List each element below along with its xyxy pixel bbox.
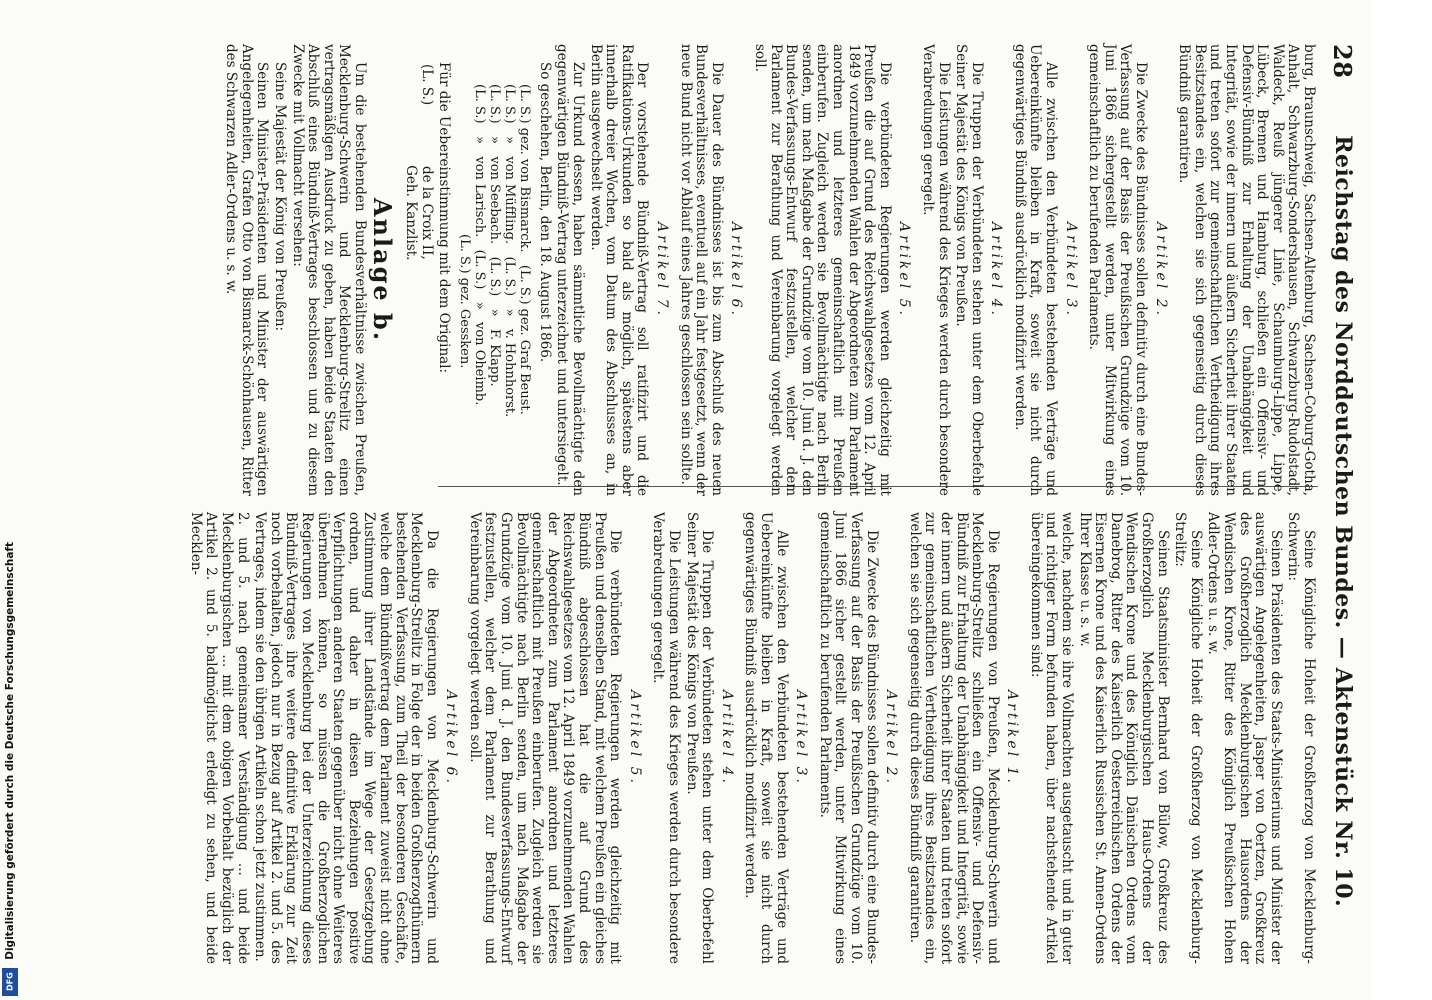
paragraph: Alle zwischen den Verbündeten bestehenden Verträge und Uebereinkünfte bleiben in Kraft, soweit sie nicht durch gegenwärtiges Bündniß ausdrücklich modifizirt werden. [742,512,790,964]
paragraph: burg, Braunschweig, Sachsen-Altenburg, Sachsen-Coburg-Gotha, Anhalt, Schwarzburg-Sondershausen, Schwarzburg-Rudolstadt, Waldeck, Reuß jüngerer Linie, Schaumburg-Lippe, Lippe, Lübeck, Bremen und Hamburg, schließen ein Offensiv- und Defensiv-Bündniß zur Erhaltung der Unabhängigkeit und Integrität, sowie der innern und äußern Sicherheit ihrer Staaten und treten sofort zur gemeinschaftlichen Vertheidigung ihres Besitzstandes ein, welchen sie sich gegenseitig durch dieses Bündniß garantiren. [1176,44,1317,496]
article-heading: Artikel 1. [1004,690,1021,786]
attestation-block [403,44,434,496]
paragraph: Die verbündeten Regierungen werden gleichzeitig mit Preußen und denselben Stand, mit welchem Preußen ein gleiches Bündniß abgeschlossen hat die auf Grund des Reichswahlgesetzes vom 12. April 1849 vorzunehmenden Wahlen der Abgeordneten zum Parlament anordnen und letzteres gemeinschaftlich mit Preußen einberufen. Zugleich werden sie Bevollmächtigte nach Berlin senden, um nach Maßgabe der Grundzüge vom 10. Juni d. J. den Bundesverfassungs-Entwurf festzustellen, welcher dem Parlament zur Berathung und Vereinbarung vorgelegt werden soll. [466,512,624,964]
signature-line: (L. S.) gez. Gessken. [457,234,473,369]
seal-mark: (L. S.) [418,64,435,106]
signature-line: (L. S.) » von Seebach. (L. S.) » F. Klapp. [487,84,503,387]
paragraph: Seinen Staatsminister Bernhard von Bülow, Großkreuz des Großherzoglich Mecklenburgischen Haus-Ordens der Wendischen Krone und des Königlich Dänischen Ordens vom Danebrog, Ritter des Kaiserlich Oesterreichischen Ordens der Eisernen Krone und des Kaiserlich Russischen St. Annen-Ordens Ihrer Klasse u. s. w. [1076,512,1171,964]
paragraph: Die Truppen der Verbündeten stehen unter dem Oberbefehle Seiner Majestät des Königs von Preußen. [953,44,985,496]
paragraph: welche, nachdem sie ihre Vollmachten ausgetauscht und in guter und richtiger Form befunden haben, über nachstehende Artikel übereingekommen sind: [1027,512,1076,964]
signature-line: (L. S.) gez. von Bismarck. (L. S.) gez. Graf Beust. [517,84,533,415]
article-heading: Artikel 5. [626,690,643,786]
left-column [223,44,1317,496]
article-heading: Artikel 2. [1152,222,1169,318]
paragraph: Seine Königliche Hoheit der Großherzog von Mecklenburg-Schwerin: [1285,512,1317,964]
signature-line: (L. S.) » von Müffling. (L. S.) » v. Hohnhorst. [502,84,518,418]
paragraph: Der vorstehende Bündniß-Vertrag soll ratifizirt und die Ratifikations-Urkunden so bald als möglich, spätestens aber innerhalb dreier Wochen, vom Datum des Abschlusses an, in Berlin ausgewechselt werden. [587,44,651,496]
page-title: Reichstag des Norddeutschen Bundes. — Aktenstück Nr. 10. [1330,135,1356,908]
paragraph: Die Dauer des Bündnisses ist bis zum Abschluß des neuen Bundesverhältnisses, eventuell auf ein Jahr festgesetzt, wenn der neue Bund nicht vor Ablauf eines Jahres geschlossen sein sollte. [677,44,725,496]
article-heading: Artikel 3. [1062,222,1079,318]
paragraph: Die Zwecke des Bündnisses sollen definitiv durch eine Bundes-Verfassung auf der Basis der Preußischen Grundzüge vom 10. Juni 1866 sicher gestellt werden, unter Mitwirkung eines gemeinschaftlich zu berufenden Parlaments. [816,512,880,964]
article-heading: Artikel 7. [654,222,671,318]
article-heading: Artikel 4. [988,222,1005,318]
signature-block [457,84,532,496]
paragraph: Die Leistungen während des Krieges werden durch besondere Verabredungen geregelt. [650,512,683,964]
paragraph: Alle zwischen den Verbündeten bestehenden Verträge und Uebereinkünfte bleiben in Kraft, soweit sie nicht durch gegenwärtiges Bündniß ausdrücklich modifizirt werden. [1011,44,1060,496]
digitization-note: Digitalisierung gefördert durch die Deutsche Forschungsgemeinschaft [4,542,16,960]
article-heading: Artikel 6. [443,690,460,786]
annex-heading: Anlage b. [368,197,398,343]
paragraph: Die Zwecke des Bündnisses sollen definitiv durch eine Bundes-Verfassung auf der Basis der Preußischen Grundzüge vom 10. Juni 1866 sichergestellt werden, unter Mitwirkung eines gemeinschaftlich zu berufenden Parlaments. [1086,44,1150,496]
page-header [1326,44,1360,964]
paragraph: So geschehen, Berlin, den 18. August 1866. [536,62,553,363]
paragraph: Seinen Präsidenten des Staats-Ministeriums und Minister der auswärtigen Angelegenheiten, Jasper von Oertzen, Großkreuz des Großherzoglich Mecklenburgischen Hausordens der Wendischen Krone, Ritter des Königlich Preußischen Hohen Adler-Ordens u. s. w. [1205,512,1284,964]
article-heading: Artikel 4. [718,690,735,786]
article-heading: Artikel 2. [883,690,900,786]
paragraph: Die verbündeten Regierungen werden gleichzeitig mit Preußen die auf Grund des Reichswahlgesetzes vom 12. April 1849 vorzunehmenden Wahlen der Abgeordneten zum Parlament anordnen und letzteres gemeinschaftlich mit Preußen einberufen. Zugleich werden sie Bevollmächtigte nach Berlin senden, um nach Maßgabe der Grundzüge vom 10. Juni d. J. den Bundes-Verfassungs-Entwurf festzustellen, welcher dem Parlament zur Berathung und Vereinbarung vorgelegt werden soll. [752,44,893,496]
paragraph: Die Regierungen von Preußen, Mecklenburg-Schwerin und Mecklenburg-Strelitz schließen ein Offensiv- und Defensiv-Bündniß zur Erhaltung der Unabhängigkeit und Integrität, sowie der innern und äußern Sicherheit ihrer Staaten und treten sofort zur gemeinschaftlichen Vertheidigung ihres Besitzstandes ein, welchen sie sich gegenseitig durch dieses Bündniß garantiren. [906,512,1001,964]
page-number: 28 [1328,44,1358,79]
article-heading: Artikel 6. [728,222,745,318]
attestation-role: Geh. Kanzlist. [403,165,420,261]
paragraph: Um die bestehenden Bundesverhältnisse zwischen Preußen, Mecklenburg-Schwerin und Mecklenburg-Strelitz einen vertragsmäßigen Ausdruck zu geben, haben beide Staaten den Abschluß eines Bündniß-Vertrages beschlossen und zu diesem Zwecke mit Vollmacht versehen: [289,44,368,496]
paragraph: Da die Regierungen von Mecklenburg-Schwerin und Mecklenburg-Strelitz in Folge der in beiden Großherzogthümern bestehenden Verfassung, zum Theil der besonderen Geschäfte, welche dem Bündnißvertrag dem Parlament zuweist nicht ohne Zustimmung ihrer Landstände im Wege der Gesetzgebung ordnen, und daher in diesen Beziehungen positive Verpflichtungen anderen Staaten gegenüber nicht ohne Weiteres übernehmen können, so müssen die Großherzoglichen Regierungen von Mecklenburg bei der Unterzeichnung dieses Bündniß-Vertrages ihre weitere definitive Erklärung zur Zeit noch vorbehalten, jedoch nur in Bezug auf Artikel 2. und 5. des Vertrages, indem sie den übrigen Artikeln schon jetzt zustimmen. [252,512,440,964]
signature-line: (L. S.) » von Larisch. (L. S.) » von Oheimb. [472,84,488,406]
paragraph: 2. und 5. nach gemeinsamer Verständigung ... und beide Mecklenburgischen ... mit dem obigen Vorbehalt bezüglich der Artikel 2. und 5. baldmöglichst erledigt zu sehen, und beide Mecklen- [187,512,251,964]
paragraph: Die Truppen der Verbündeten stehen unter dem Oberbefehl Seiner Majestät des Königs von Preußen. [683,512,716,964]
attestation-label: Für die Uebereinstimmung mit dem Original: [436,62,453,374]
article-heading: Artikel 3. [793,690,810,786]
paragraph: Seine Königliche Hoheit der Großherzog von Mecklenburg-Strelitz: [1172,512,1204,964]
attestation-name: de la Croix II, [418,165,435,260]
dfg-logo-icon: DFG [2,968,18,996]
paragraph: Seinen Minister-Präsidenten und Minister der auswärtigen Angelegenheiten, Grafen Otto von Bismarck-Schönhausen, Ritter des Schwarzen Adler-Ordens u. s. w. [223,44,271,496]
paragraph: Zur Urkund dessen, haben sämmtliche Bevollmächtigte den gegenwärtigen Bündniß-Vertrag unterzeichnet und untersiegelt. [554,44,587,496]
right-column [187,512,1317,964]
digitization-footer [0,0,20,1000]
paragraph: Die Leistungen während des Krieges werden durch besondere Verabredungen geregelt. [919,44,952,496]
article-heading: Artikel 5. [896,222,913,318]
paragraph: Seine Majestät der König von Preußen: [271,62,288,332]
